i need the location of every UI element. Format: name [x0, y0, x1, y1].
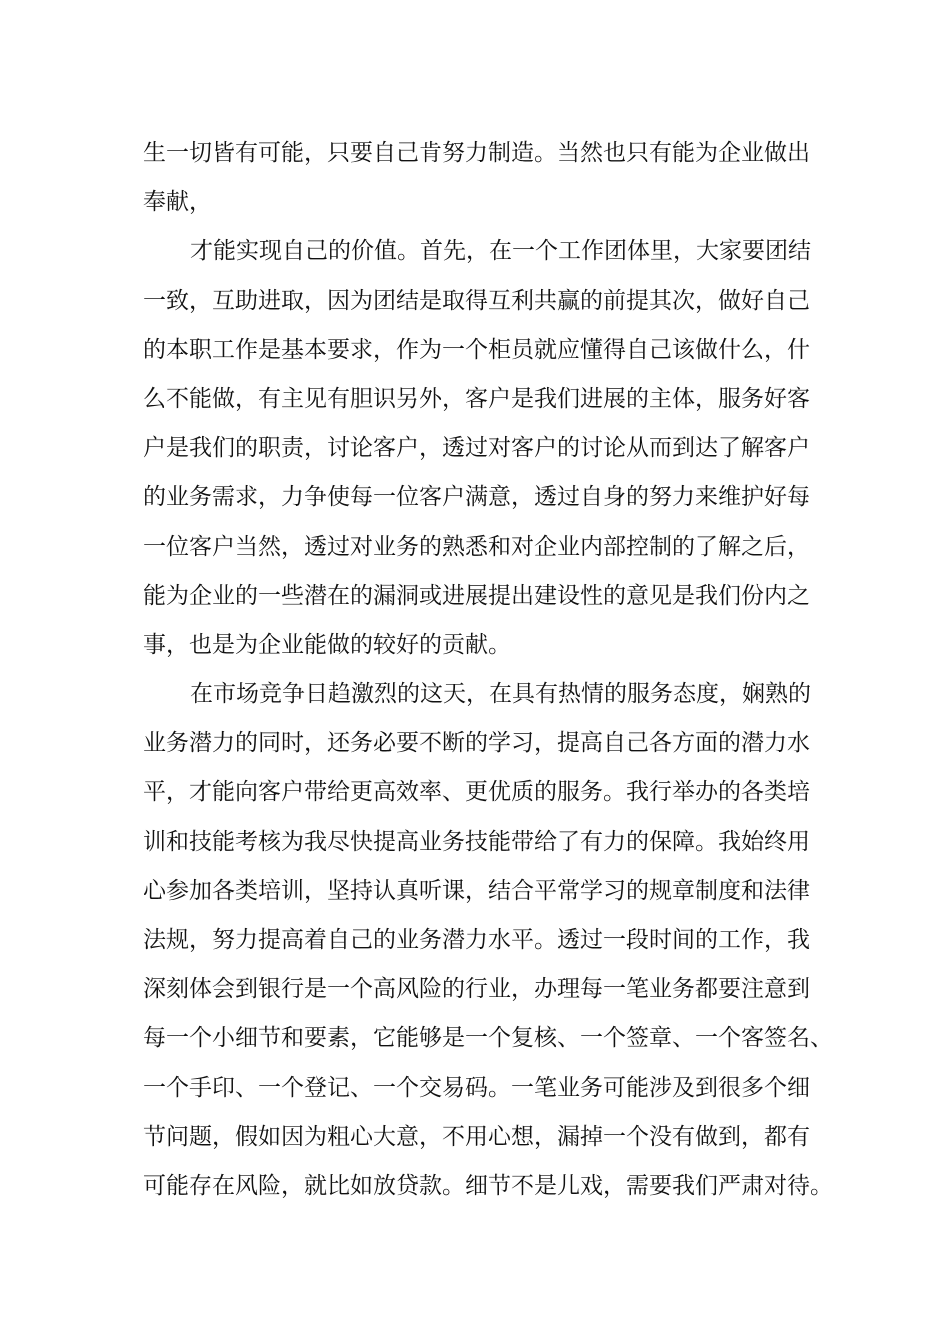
text-line: 节问题，假如因为粗心大意，不用心想，漏掉一个没有做到，都有: [143, 1123, 810, 1150]
paragraph-start-line: 才能实现自己的价值。首先，在一个工作团体里，大家要团结: [190, 238, 811, 265]
text-line: 法规，努力提高着自己的业务潜力水平。透过一段时间的工作，我: [143, 927, 810, 953]
text-line: 训和技能考核为我尽快提高业务技能带给了有力的保障。我始终用: [143, 828, 810, 855]
text-line: 事，也是为企业能做的较好的贡献。: [143, 631, 511, 658]
text-line: 奉献，: [143, 189, 212, 216]
text-line: 的本职工作是基本要求，作为一个柜员就应懂得自己该做什么，什: [143, 336, 810, 363]
text-line: 么不能做，有主见有胆识另外，客户是我们进展的主体，服务好客: [143, 385, 810, 412]
text-line: 的业务需求，力争使每一位客户满意，透过自身的努力来维护好每: [143, 484, 810, 511]
text-line: 生一切皆有可能，只要自己肯努力制造。当然也只有能为企业做出: [143, 140, 810, 166]
body-text: [143, 129, 833, 1211]
text-line: 每一个小细节和要素，它能够是一个复核、一个签章、一个客签名、: [143, 1025, 833, 1052]
text-line: 心参加各类培训，坚持认真听课，结合平常学习的规章制度和法律: [143, 877, 810, 904]
text-line: 能为企业的一些潜在的漏洞或进展提出建设性的意见是我们份内之: [143, 582, 810, 609]
text-line: 可能存在风险，就比如放贷款。细节不是儿戏，需要我们严肃对待。: [143, 1172, 833, 1199]
text-line: 深刻体会到银行是一个高风险的行业，办理每一笔业务都要注意到: [143, 976, 810, 1003]
text-line: 一位客户当然，透过对业务的熟悉和对企业内部控制的了解之后，: [143, 533, 810, 560]
text-line: 平，才能向客户带给更高效率、更优质的服务。我行举办的各类培: [143, 779, 810, 806]
text-line: 户是我们的职责，讨论客户，透过对客户的讨论从而到达了解客户: [143, 435, 810, 462]
text-line: 一致，互助进取，因为团结是取得互利共赢的前提其次，做好自己: [143, 287, 810, 314]
paragraph-start-line: 在市场竞争日趋激烈的这天，在具有热情的服务态度，娴熟的: [190, 681, 811, 708]
text-line: 一个手印、一个登记、一个交易码。一笔业务可能涉及到很多个细: [143, 1074, 810, 1101]
text-line: 业务潜力的同时，还务必要不断的学习，提高自己各方面的潜力水: [143, 730, 810, 757]
